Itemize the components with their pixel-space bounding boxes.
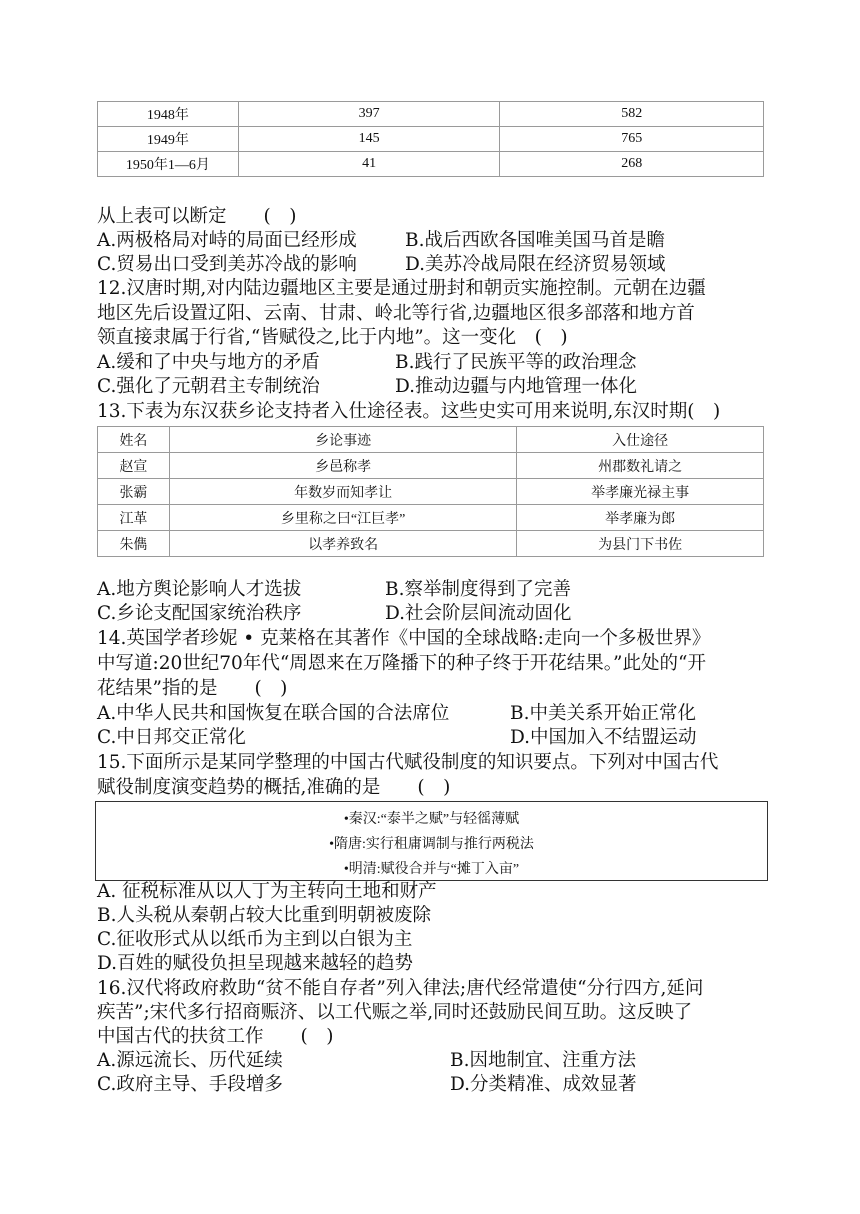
table-header: 入仕途径 [517, 427, 764, 453]
q14-option-b: B.中美关系开始正常化 [510, 703, 696, 724]
table-cell: 765 [500, 127, 764, 152]
q11-stem: 从上表可以断定 ( ) [97, 206, 297, 227]
table-cell: 为县门下书佐 [517, 531, 764, 557]
table-cell: 朱儁 [98, 531, 170, 557]
box-line-sui-tang: •隋唐:实行租庸调制与推行两税法 [329, 837, 534, 852]
table-cell: 赵宣 [98, 453, 170, 479]
q14-option-d: D.中国加入不结盟运动 [510, 727, 697, 748]
table-row [98, 479, 764, 505]
table-cell: 1948年 [98, 102, 239, 127]
box-line-ming-qing: •明清:赋役合并与“摊丁入亩” [343, 862, 520, 877]
q16-option-d: D.分类精准、成效显著 [450, 1074, 637, 1095]
table-cell: 397 [238, 102, 500, 127]
table-cell: 举孝廉光禄主事 [517, 479, 764, 505]
q14-option-a: A.中华人民共和国恢复在联合国的合法席位 [97, 703, 450, 724]
q12-option-a: A.缓和了中央与地方的矛盾 [97, 352, 320, 373]
q15-option-d: D.百姓的赋役负担呈现越来越轻的趋势 [97, 953, 414, 974]
q11-option-d: D.美苏冷战局限在经济贸易领域 [405, 254, 666, 275]
q15-option-c: C.征收形式从以纸币为主到以白银为主 [97, 929, 413, 950]
table-cell: 举孝廉为郎 [517, 505, 764, 531]
q13-option-c: C.乡论支配国家统治秩序 [97, 603, 302, 624]
table-row [98, 127, 764, 152]
q12-stem-line-2: 地区先后设置辽阳、云南、甘肃、岭北等行省,边疆地区很多部落和地方首 [97, 303, 695, 324]
table-cell: 江革 [98, 505, 170, 531]
q11-option-c: C.贸易出口受到美苏冷战的影响 [97, 254, 357, 275]
table-cell: 州郡数礼请之 [517, 453, 764, 479]
table-row [98, 505, 764, 531]
table-row [98, 453, 764, 479]
q15-option-b: B.人头税从秦朝占较大比重到明朝被废除 [97, 905, 431, 926]
q14-stem-line-3: 花结果”指的是 ( ) [97, 678, 288, 699]
q15-stem-line-1: 15.下面所示是某同学整理的中国古代赋役制度的知识要点。下列对中国古代 [97, 752, 719, 773]
table-cell: 268 [500, 152, 764, 177]
q16-option-b: B.因地制宜、注重方法 [450, 1050, 636, 1071]
q13-stem: 13.下表为东汉获乡论支持者入仕途径表。这些史实可用来说明,东汉时期( ) [97, 401, 721, 422]
table-cell: 乡里称之曰“江巨孝” [169, 505, 516, 531]
q11-option-a: A.两极格局对峙的局面已经形成 [97, 230, 357, 251]
q12-stem-line-3: 领直接隶属于行省,“皆赋役之,比于内地”。这一变化 ( ) [97, 327, 568, 348]
table-cell: 乡邑称孝 [169, 453, 516, 479]
table-row [98, 152, 764, 177]
q14-stem-line-1: 14.英国学者珍妮 • 克莱格在其著作《中国的全球战略:走向一个多极世界》 [97, 628, 711, 649]
recommendation-table [97, 426, 764, 557]
table-cell: 以孝养致名 [169, 531, 516, 557]
table-cell: 145 [238, 127, 500, 152]
q12-option-c: C.强化了元朝君主专制统治 [97, 376, 320, 397]
q16-option-a: A.源远流长、历代延续 [97, 1050, 283, 1071]
table-header: 姓名 [98, 427, 170, 453]
table-cell: 1950年1—6月 [98, 152, 239, 177]
q14-stem-line-2: 中写道:20世纪70年代“周恩来在万隆播下的种子终于开花结果。”此处的“开 [97, 653, 706, 674]
q15-option-a: A. 征税标准从以人丁为主转向土地和财产 [97, 881, 437, 902]
table-row [98, 102, 764, 127]
q16-stem-line-2: 疾苦”;宋代多行招商赈济、以工代赈之举,同时还鼓励民间互助。这反映了 [97, 1002, 693, 1023]
q13-option-a: A.地方舆论影响人才选拔 [97, 579, 302, 600]
q16-stem-line-3: 中国古代的扶贫工作 ( ) [97, 1026, 334, 1047]
q16-stem-line-1: 16.汉代将政府救助“贫不能自存者”列入律法;唐代经常遣使“分行四方,延问 [97, 978, 704, 999]
table-row [98, 531, 764, 557]
q12-option-b: B.践行了民族平等的政治理念 [395, 352, 637, 373]
table-cell: 年数岁而知孝让 [169, 479, 516, 505]
table-cell: 41 [238, 152, 500, 177]
q15-stem-line-2: 赋役制度演变趋势的概括,准确的是 ( ) [97, 777, 451, 798]
box-line-qin-han: •秦汉:“泰半之赋”与轻徭薄赋 [343, 812, 520, 827]
q14-option-c: C.中日邦交正常化 [97, 727, 246, 748]
q11-option-b: B.战后西欧各国唯美国马首是瞻 [405, 230, 665, 251]
table-cell: 张霸 [98, 479, 170, 505]
export-data-table [97, 101, 764, 177]
q13-option-b: B.察举制度得到了完善 [385, 579, 571, 600]
table-header-row [98, 427, 764, 453]
table-header: 乡论事迹 [169, 427, 516, 453]
table-cell: 582 [500, 102, 764, 127]
q13-option-d: D.社会阶层间流动固化 [385, 603, 572, 624]
knowledge-points-box [95, 801, 768, 881]
q12-option-d: D.推动边疆与内地管理一体化 [395, 376, 638, 397]
q16-option-c: C.政府主导、手段增多 [97, 1074, 283, 1095]
table-cell: 1949年 [98, 127, 239, 152]
q12-stem-line-1: 12.汉唐时期,对内陆边疆地区主要是通过册封和朝贡实施控制。元朝在边疆 [97, 278, 706, 299]
